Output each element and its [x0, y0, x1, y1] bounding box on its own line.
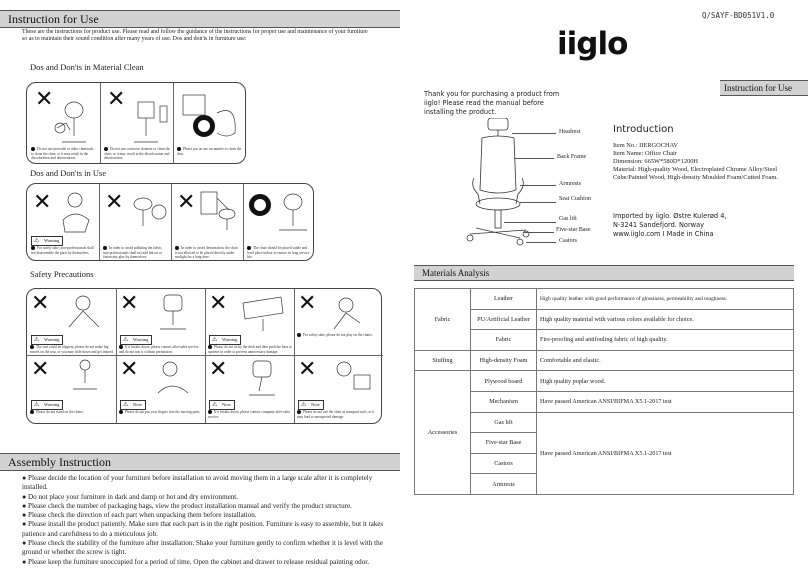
caption: The chair should be placed stable and level place indoor to ensure its long service life.	[247, 246, 310, 259]
table-row	[415, 289, 794, 310]
caption: Please do not put your fingers into the moving parts.	[119, 410, 203, 415]
left-header-band	[0, 10, 400, 28]
divider	[99, 184, 100, 260]
warning-badge: ⚠ Warning	[31, 400, 63, 410]
list-item: ● Please decide the location of your furniture before installation to avoid moving them in a large scale after it is completely	[22, 474, 373, 482]
list-item: ground or whether the screw is tight.	[22, 548, 127, 557]
chair-cleaning-drawing	[52, 98, 97, 146]
dont-x-icon: ✕	[33, 190, 52, 215]
part-cell: Gas lift	[471, 412, 537, 433]
divider	[205, 289, 206, 423]
intro-line-1: These are the instructions for product use. Please read and follow the guidance of the instructions for proper use and maintenance of your furniture	[22, 29, 368, 35]
part-cell: Armrests	[471, 474, 537, 495]
part-cell: Leather	[471, 289, 537, 310]
finger-drawing	[148, 359, 200, 399]
do-circle-icon	[249, 194, 271, 216]
desc-cell: Comfortable and elastic.	[537, 350, 794, 371]
brand-logo: iiglo	[557, 26, 628, 62]
material-clean-panel	[26, 82, 246, 164]
playing-drawing	[326, 293, 378, 333]
assembly-title: Assembly Instruction	[8, 455, 111, 469]
spec-line: Item Name: Office Chair	[613, 150, 677, 157]
leader-line	[512, 133, 556, 134]
chair-label-five-star-base: Five-star Base	[556, 227, 591, 233]
list-item: ● Please check the stability of the furniture after installation. Shake your furniture gently to confirm whether it is level with the	[22, 539, 383, 548]
part-cell: Plywood board	[471, 371, 537, 392]
divider	[243, 184, 244, 260]
caption: The seat could be slippery, please do not make big moves on the seat, or you may slide down and get injured.	[30, 345, 114, 354]
safety-panel	[26, 288, 382, 424]
importer-line: www.iiglo.com I Made in China	[613, 230, 714, 238]
warning-badge: ⚠ Warning	[31, 335, 63, 345]
leader-line	[520, 185, 556, 186]
list-item: ● Please keep the furniture unoccupied for a period of time. Open the cabinet and drawer to release residual painting odor.	[22, 557, 370, 566]
divider	[171, 184, 172, 260]
dont-x-icon: ✕	[35, 87, 54, 112]
thank-line: iiglo! Please read the manual before	[424, 99, 544, 107]
leader-line	[520, 202, 556, 203]
importer-line: Imported by iiglo. Østre Kulerød 4,	[613, 212, 727, 220]
list-item: ● Please check the direction of each part when unpacking them before installation.	[22, 511, 257, 520]
table-row	[415, 412, 794, 433]
doc-code: Q/SAYF-BD051V1.0	[702, 11, 775, 20]
part-cell: PU/Artificial Leather	[471, 309, 537, 330]
spec-line: Item No.: IIERGOCHAV	[613, 142, 679, 149]
leader-line	[526, 242, 556, 243]
divider	[116, 289, 117, 423]
caption: Do not use peroxide or other chemicals to clean the chair, or it may result in the discoloration and deterioration.	[31, 147, 94, 160]
left-header-title: Instruction for Use	[8, 12, 99, 26]
desc-cell: Have passed American ANSI/BIFMA X5.1-2017 test	[537, 391, 794, 412]
caption: If it breaks down, please contact company after-sales service.	[208, 410, 291, 419]
dont-x-icon: ✕	[298, 357, 317, 382]
part-cell: High-density Foam	[471, 350, 537, 371]
divider	[173, 83, 174, 163]
chair-label-headrest: Headrest	[559, 129, 581, 135]
list-item: installed.	[22, 483, 48, 492]
note-badge: ⚠ Note	[209, 400, 235, 410]
disassemble-drawing	[55, 190, 97, 234]
table-row	[415, 309, 794, 330]
broken-chair-drawing	[237, 359, 289, 399]
chair-drawing	[148, 293, 200, 333]
intro-title: Introduction	[613, 124, 674, 135]
list-item: ● Please install the product patiently. Make sure that each part is in the right position. Furniture is easy to assemble, but it takes	[22, 520, 384, 529]
leader-line	[524, 232, 554, 233]
dont-x-icon: ✕	[105, 190, 124, 215]
right-header-band	[720, 80, 808, 96]
thank-you-text	[424, 90, 559, 117]
chair-label-castors: Castors	[559, 238, 577, 244]
warning-badge: ⚠ Warning	[31, 236, 63, 246]
materials-table	[414, 288, 794, 495]
caption: Please do not use the chair as transport tools, or it may lead to unexpected damage.	[297, 410, 375, 419]
divider	[294, 289, 295, 423]
group-cell: Stuffing	[415, 350, 471, 371]
slip-drawing	[59, 293, 111, 333]
table-row	[415, 330, 794, 351]
desc-cell: High quality material with various colors available for choice.	[537, 309, 794, 330]
importer-line: N-3241 Sandefjord. Norway	[613, 221, 705, 229]
importer-info	[613, 212, 727, 239]
desc-cell: Fire-proofing and antifouling fabric of high quality.	[537, 330, 794, 351]
part-cell: Castors	[471, 453, 537, 474]
dont-x-icon: ✕	[177, 190, 196, 215]
desc-cell: Have passed American ANSI/BIFMA X5.1-2017 test	[537, 412, 794, 494]
caption: In order to avoid deformation, the chair is not allowed to be placed directly under sunlight for a long time.	[175, 246, 238, 259]
group-cell: Fabric	[415, 289, 471, 351]
transport-drawing	[326, 359, 378, 399]
dont-x-icon: ✕	[107, 87, 126, 112]
caption: Do not use corrosive cleanser to clean the chair, or it may result in the discoloration and deterioration.	[104, 147, 170, 160]
chair-label-gas-lift: Gas lift	[559, 216, 577, 222]
warning-badge: ⚠ Warning	[209, 335, 241, 345]
thank-line: installing the product.	[424, 108, 497, 116]
warning-badge: ⚠ Warning	[120, 335, 152, 345]
leader-line	[514, 158, 554, 159]
caption: For safety sake, non-professionals shall not disassemble the parts by themselves.	[31, 246, 94, 255]
caption: If it breaks down, please contact after-sales service, and do not tear it without permission.	[119, 345, 200, 354]
part-cell: Five-star Base	[471, 433, 537, 454]
intro-line-2: so as to maintain their sound condition after many years of use. Dos and don'ts in furniture use:	[22, 36, 247, 43]
intro-text	[22, 29, 402, 44]
dont-x-icon: ✕	[31, 357, 50, 382]
materials-band	[414, 265, 794, 281]
in-use-panel	[26, 183, 314, 261]
note-badge: ⚠ Note	[298, 400, 324, 410]
spec-line: Dimension: 665W*580D*1200H	[613, 158, 699, 165]
glue-drawing	[127, 190, 169, 234]
table-row	[415, 371, 794, 392]
list-item: patience and carefulness to do a meticulous job.	[22, 529, 158, 538]
vacuum-drawing	[177, 93, 243, 143]
desk-drawing	[237, 293, 289, 333]
spec-line: Cube/Painted Wood, High-density Moulded Foam/Cutted Foam.	[613, 174, 778, 181]
caption: Please do not stand on the chairs.	[30, 410, 114, 415]
row-divider	[27, 355, 383, 356]
chair-label-armrests: Armrests	[559, 181, 581, 187]
table-row	[415, 350, 794, 371]
sunlight-drawing	[199, 190, 241, 234]
dont-x-icon: ✕	[120, 291, 139, 316]
standing-drawing	[59, 359, 111, 399]
in-use-title: Dos and Don'ts in Use	[30, 168, 107, 178]
caption: In order to avoid polluting the fabric, non-professionals shall not add lint on or fasten any glue by themselves.	[103, 246, 163, 259]
right-header-title: Instruction for Use	[724, 83, 792, 93]
material-clean-title: Dos and Don'ts in Material Clean	[30, 62, 144, 72]
caption: Please do not sit by the desk and then push the base to squeeze in order to prevent unnecessary damage.	[208, 345, 292, 354]
chair-label-back-frame: Back Frame	[557, 154, 587, 160]
dont-x-icon: ✕	[31, 291, 50, 316]
note-badge: ⚠ Note	[120, 400, 146, 410]
list-item: ● Please check the number of packaging bags, view the product installation manual and verify the product structure.	[22, 501, 352, 510]
assembly-list	[22, 474, 402, 567]
chair-label-seat-cushion: Seat Cushion	[559, 196, 591, 202]
thank-line: Thank you for purchasing a product from	[424, 90, 560, 98]
spec-line: Material: High-quality Wood, Electroplated Chrome Alloy/Steel	[613, 166, 778, 173]
safety-title: Safety Precautions	[30, 269, 94, 279]
part-cell: Fabric	[471, 330, 537, 351]
materials-title: Materials Analysis	[422, 268, 490, 278]
dont-x-icon: ✕	[209, 357, 228, 382]
desc-cell: High quality poplar wood.	[537, 371, 794, 392]
spec-list	[613, 142, 807, 182]
caption: Please put on use vacuumite to clean the dust.	[177, 147, 242, 156]
caption: For safety sake, please do not play on the chairs.	[297, 333, 381, 338]
divider	[100, 83, 101, 163]
dont-x-icon: ✕	[209, 291, 228, 316]
chair-cleanser-drawing	[124, 98, 169, 146]
office-chair-drawing	[462, 118, 540, 258]
list-item: ● Do not place your furniture in dark and damp or hot and dry environment.	[22, 492, 239, 501]
stable-chair-drawing	[273, 190, 313, 234]
part-cell: Mechanism	[471, 391, 537, 412]
dont-x-icon: ✕	[120, 357, 139, 382]
dont-x-icon: ✕	[298, 291, 317, 316]
desc-cell: High quality leather with good performance of glossiness, permeability and toughness.	[537, 289, 794, 310]
assembly-band	[0, 453, 400, 471]
group-cell: Accessories	[415, 371, 471, 495]
table-row	[415, 391, 794, 412]
leader-line	[504, 222, 556, 223]
